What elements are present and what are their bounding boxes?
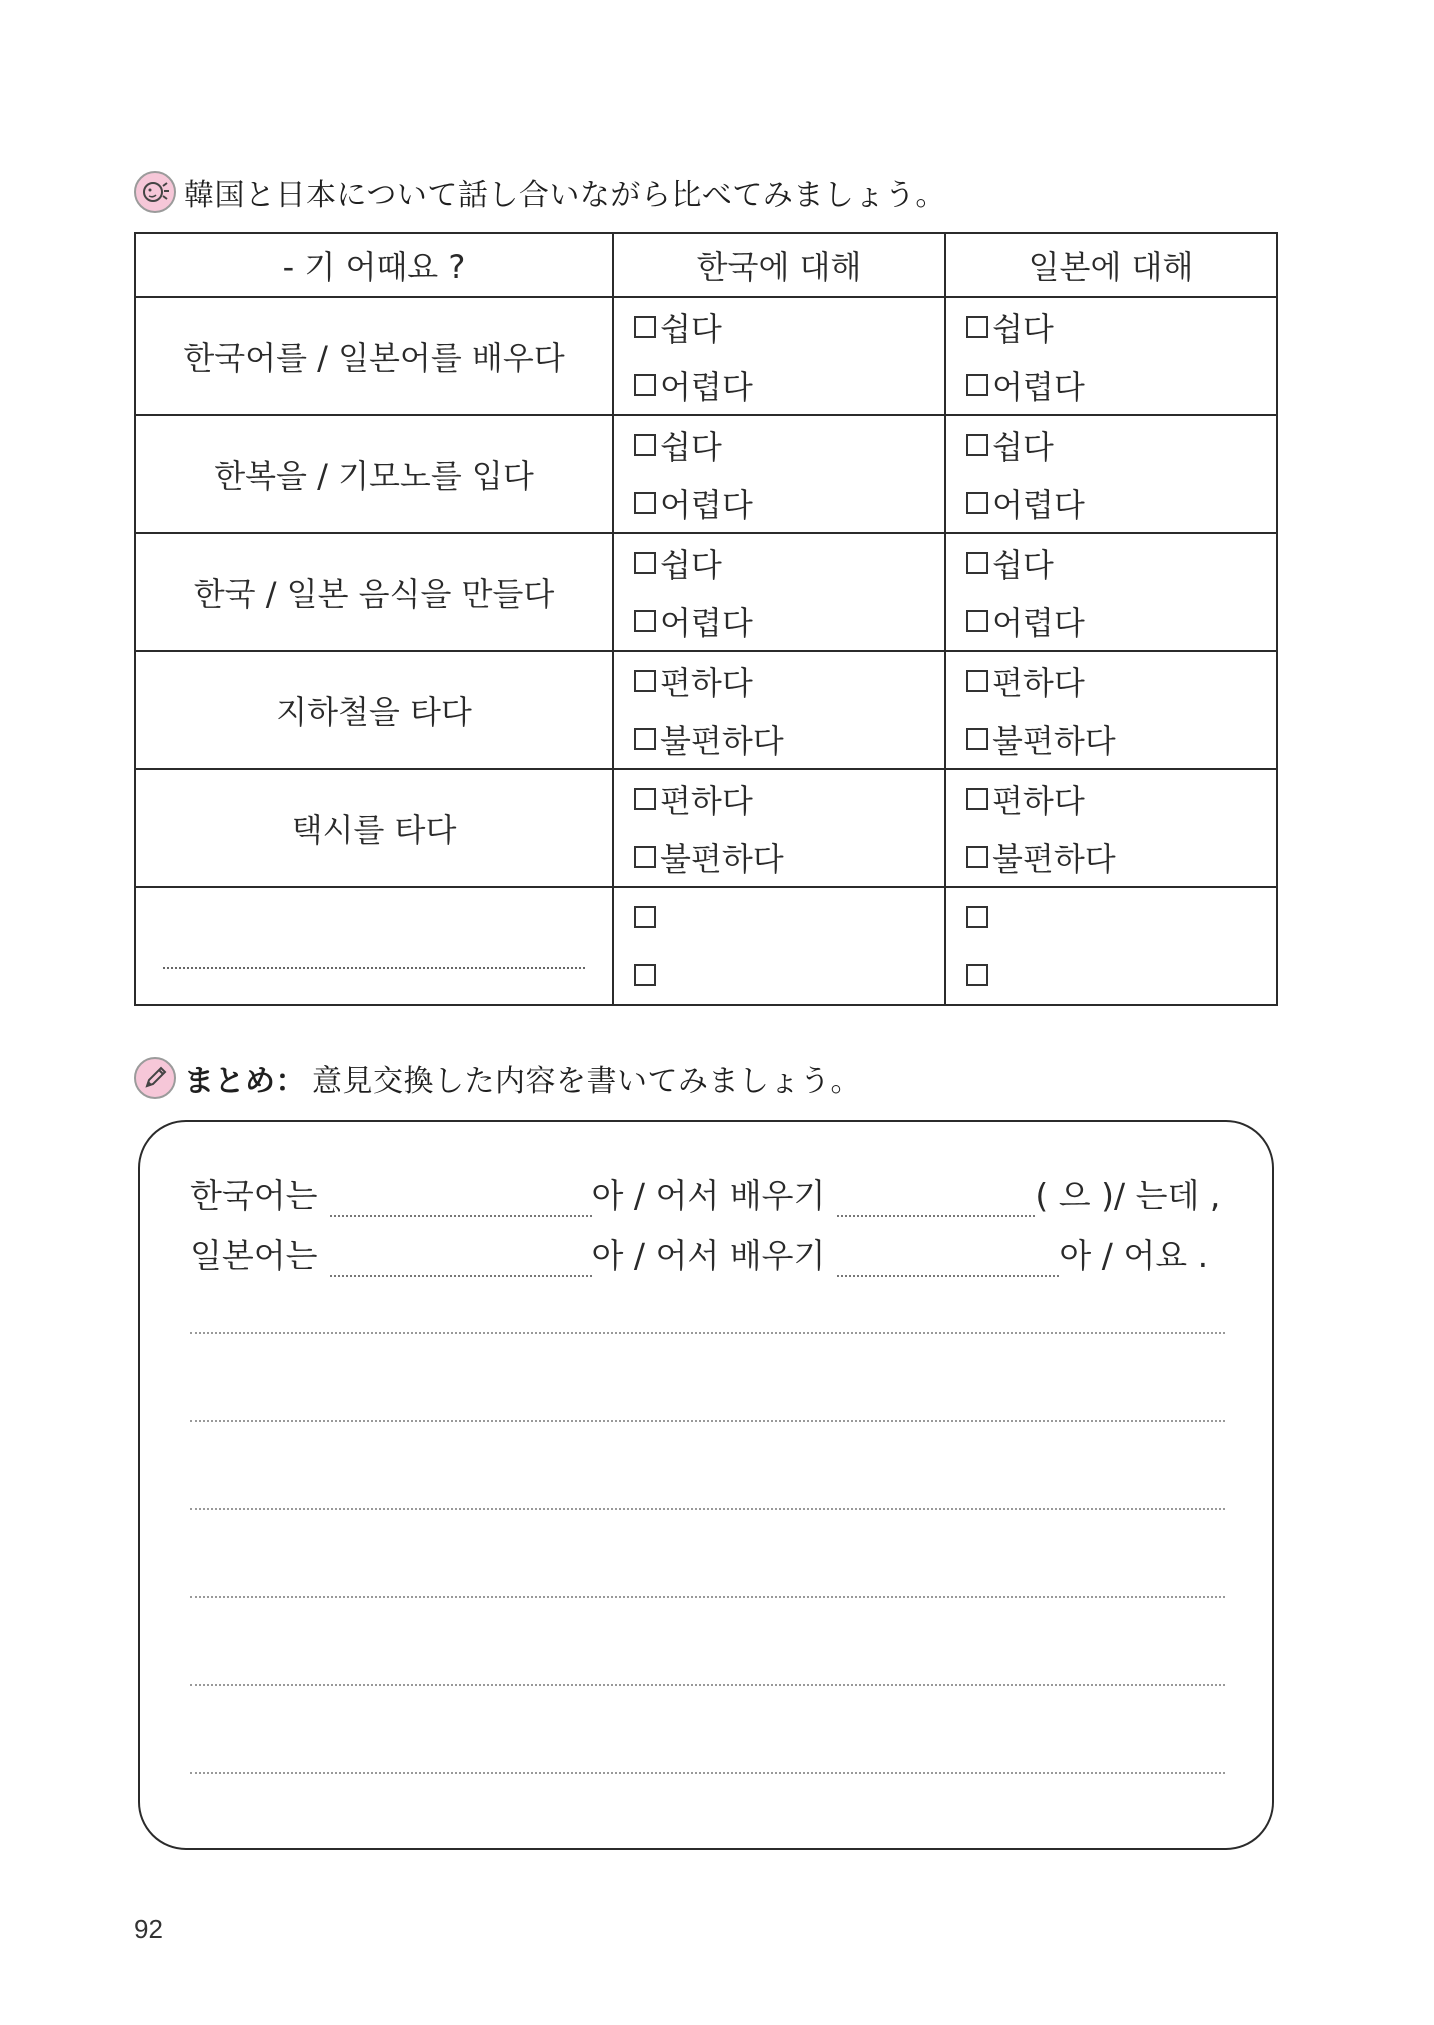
- checkbox[interactable]: [966, 552, 988, 574]
- choice-option[interactable]: [634, 592, 944, 650]
- table-row: [135, 297, 1277, 415]
- choice-option[interactable]: [966, 298, 1276, 356]
- choice-label: 쉽다: [660, 310, 722, 348]
- choice-option[interactable]: [634, 770, 944, 828]
- row-topic: 택시를 타다: [135, 769, 613, 887]
- choice-label: 불편하다: [992, 840, 1116, 878]
- blank-fill[interactable]: [837, 1247, 1059, 1277]
- table-row: [135, 533, 1277, 651]
- japan-choices: [945, 887, 1277, 1005]
- comparison-table: [134, 232, 1278, 1006]
- writing-line[interactable]: [190, 1772, 1225, 1774]
- summary-box: [138, 1120, 1274, 1850]
- sentence-middle: 아 / 어서 배우기: [591, 1176, 826, 1215]
- sentence-middle: 아 / 어서 배우기: [591, 1236, 826, 1275]
- korea-choices: [613, 651, 945, 769]
- choice-option[interactable]: [966, 356, 1276, 414]
- checkbox[interactable]: [634, 670, 656, 692]
- checkbox[interactable]: [634, 434, 656, 456]
- choice-label: 불편하다: [660, 840, 784, 878]
- row-topic: 한국어를 / 일본어를 배우다: [135, 297, 613, 415]
- checkbox[interactable]: [966, 788, 988, 810]
- choice-label: 불편하다: [660, 722, 784, 760]
- choice-option[interactable]: [966, 652, 1276, 710]
- table-row: [135, 415, 1277, 533]
- choice-label: 쉽다: [992, 428, 1054, 466]
- pencil-icon: [134, 1057, 176, 1099]
- choice-option[interactable]: [966, 710, 1276, 768]
- japan-choices: [945, 769, 1277, 887]
- checkbox[interactable]: [634, 728, 656, 750]
- choice-label: 편하다: [992, 664, 1085, 702]
- blank-fill[interactable]: [330, 1247, 592, 1277]
- korea-choices: [613, 887, 945, 1005]
- blank-fill[interactable]: [330, 1187, 592, 1217]
- table-row: [135, 651, 1277, 769]
- korea-choices: [613, 533, 945, 651]
- choice-option[interactable]: [634, 710, 944, 768]
- sentence-end: 아 / 어요 .: [1059, 1236, 1209, 1275]
- blank-write-line[interactable]: [163, 967, 585, 969]
- checkbox[interactable]: [966, 610, 988, 632]
- checkbox[interactable]: [966, 728, 988, 750]
- row-topic: 한국 / 일본 음식을 만들다: [135, 533, 613, 651]
- row-topic: 지하철을 타다: [135, 651, 613, 769]
- checkbox[interactable]: [634, 316, 656, 338]
- table-row: [135, 769, 1277, 887]
- checkbox[interactable]: [634, 964, 656, 986]
- checkbox[interactable]: [966, 670, 988, 692]
- choice-option[interactable]: [966, 416, 1276, 474]
- writing-line[interactable]: [190, 1684, 1225, 1686]
- choice-label: 쉽다: [660, 546, 722, 584]
- header-japan: 일본에 대해: [945, 233, 1277, 297]
- choice-label: 어렵다: [992, 368, 1085, 406]
- japan-choices: [945, 533, 1277, 651]
- checkbox[interactable]: [966, 492, 988, 514]
- checkbox[interactable]: [966, 374, 988, 396]
- choice-option[interactable]: [634, 474, 944, 532]
- choice-label: 편하다: [992, 782, 1085, 820]
- korea-choices: [613, 415, 945, 533]
- section-heading-summary: [134, 1056, 861, 1100]
- checkbox[interactable]: [966, 964, 988, 986]
- choice-option[interactable]: [634, 828, 944, 886]
- sentence-start: 일본어는: [190, 1236, 318, 1275]
- checkbox[interactable]: [634, 374, 656, 396]
- choice-label: 불편하다: [992, 722, 1116, 760]
- header-korea: 한국에 대해: [613, 233, 945, 297]
- choice-label: 어렵다: [660, 604, 753, 642]
- section-heading-compare: [134, 170, 946, 214]
- korea-choices: [613, 297, 945, 415]
- choice-option[interactable]: [634, 888, 944, 946]
- japan-choices: [945, 415, 1277, 533]
- page-number: 92: [134, 1914, 163, 1944]
- blank-fill[interactable]: [837, 1187, 1035, 1217]
- writing-line[interactable]: [190, 1332, 1225, 1334]
- section-title: 韓国と日本について話し合いながら比べてみましょう。: [184, 178, 946, 213]
- choice-option[interactable]: [966, 888, 1276, 946]
- choice-label: 쉽다: [992, 310, 1054, 348]
- choice-option[interactable]: [634, 416, 944, 474]
- checkbox[interactable]: [634, 610, 656, 632]
- checkbox[interactable]: [966, 906, 988, 928]
- choice-label: 쉽다: [660, 428, 722, 466]
- choice-option[interactable]: [966, 828, 1276, 886]
- summary-sentence-1: [190, 1170, 1220, 1217]
- table-header-row: [135, 233, 1277, 297]
- korea-choices: [613, 769, 945, 887]
- summary-label: まとめ：: [184, 1064, 306, 1099]
- row-topic: 한복을 / 기모노를 입다: [135, 415, 613, 533]
- choice-option[interactable]: [966, 534, 1276, 592]
- choice-label: 어렵다: [660, 368, 753, 406]
- choice-option[interactable]: [966, 946, 1276, 1004]
- choice-option[interactable]: [634, 946, 944, 1004]
- writing-line[interactable]: [190, 1596, 1225, 1598]
- sentence-end: ( 으 )/ 는데 ,: [1035, 1176, 1221, 1215]
- checkbox[interactable]: [966, 316, 988, 338]
- summary-sentence-2: [190, 1230, 1208, 1277]
- blank-topic-cell[interactable]: [135, 887, 613, 1005]
- choice-label: 어렵다: [660, 486, 753, 524]
- choice-option[interactable]: [966, 592, 1276, 650]
- table-row-blank: [135, 887, 1277, 1005]
- choice-option[interactable]: [966, 770, 1276, 828]
- speaking-face-icon: [134, 171, 176, 213]
- sentence-start: 한국어는: [190, 1176, 318, 1215]
- choice-label: 쉽다: [992, 546, 1054, 584]
- checkbox[interactable]: [634, 846, 656, 868]
- choice-option[interactable]: [966, 474, 1276, 532]
- checkbox[interactable]: [634, 788, 656, 810]
- header-topic: - 기 어때요 ?: [135, 233, 613, 297]
- choice-label: 편하다: [660, 782, 753, 820]
- checkbox[interactable]: [966, 846, 988, 868]
- checkbox[interactable]: [634, 492, 656, 514]
- japan-choices: [945, 651, 1277, 769]
- checkbox[interactable]: [634, 906, 656, 928]
- choice-label: 어렵다: [992, 604, 1085, 642]
- checkbox[interactable]: [634, 552, 656, 574]
- choice-option[interactable]: [634, 356, 944, 414]
- writing-line[interactable]: [190, 1508, 1225, 1510]
- choice-option[interactable]: [634, 652, 944, 710]
- checkbox[interactable]: [966, 434, 988, 456]
- choice-label: 편하다: [660, 664, 753, 702]
- choice-label: 어렵다: [992, 486, 1085, 524]
- japan-choices: [945, 297, 1277, 415]
- choice-option[interactable]: [634, 534, 944, 592]
- choice-option[interactable]: [634, 298, 944, 356]
- writing-line[interactable]: [190, 1420, 1225, 1422]
- section-title: 意見交換した内容を書いてみましょう。: [312, 1064, 861, 1099]
